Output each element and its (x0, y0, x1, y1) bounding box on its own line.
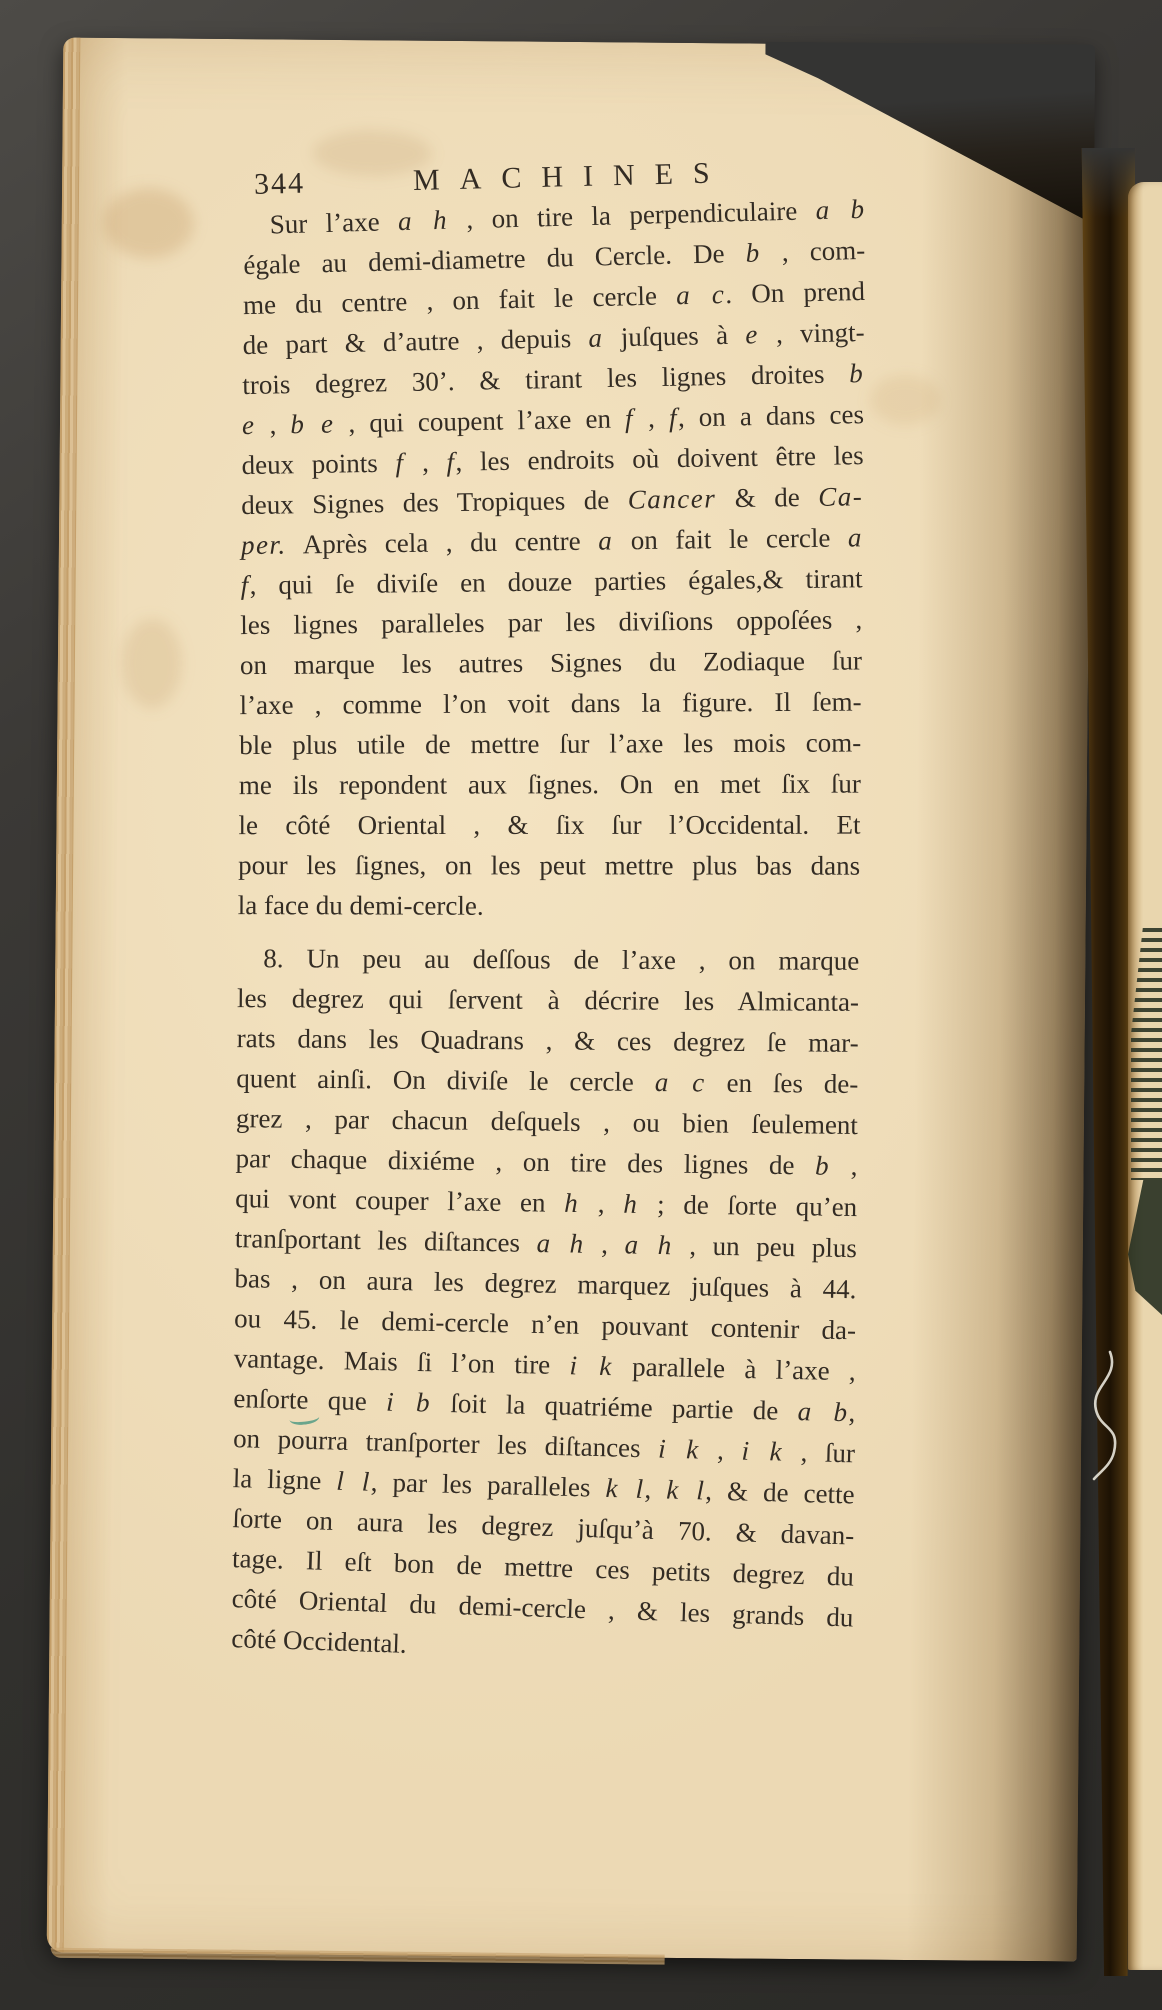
text-line: la ligne l l, par les paralleles k l, k l, & de cette (232, 1463, 855, 1510)
text-line: le côté Oriental , & ſix ſur l’Occidental. Et (238, 809, 861, 841)
text-line: per. Après cela , du centre a on fait le cercle a (240, 522, 864, 561)
running-header: MACHINES (412, 156, 731, 197)
text-line: qui vont couper l’axe en h , h ; de ſorte qu’en (235, 1183, 858, 1223)
text-line: grez , par chacun deſquels , ou bien ſeulement (235, 1103, 859, 1141)
text-line: Sur l’axe a h , on tire la perpendiculaire a b (269, 193, 866, 240)
text-line: les lignes paralleles par les diviſions oppoſées , (240, 604, 863, 641)
text-line: tage. Il eſt bon de mettre ces petits degrez du (231, 1543, 855, 1592)
bottom-edge-paper-stack (51, 1948, 665, 1965)
text-line: 8. Un peu au deſſous de l’axe , on marque (263, 943, 860, 976)
text-line: tranſportant les diſtances a h , a h , un peu plus (234, 1223, 858, 1264)
text-line: côté Oriental du demi-cercle , & les grands du (231, 1583, 854, 1633)
text-line: côté Occidental. (230, 1623, 408, 1659)
text-line: deux points f , f, les endroits où doivent être les (241, 440, 864, 481)
text-line: par chaque dixiéme , on tire des lignes de b , (235, 1143, 858, 1182)
next-page-edge (1128, 182, 1162, 1970)
text-line: enſorte que i b ſoit la quatriéme partie de a b, (233, 1383, 856, 1428)
gutter-shading (907, 45, 1094, 1961)
text-line: on pourra tranſporter les diſtances i k , i k , ſur (232, 1423, 856, 1469)
fore-edge-paper-stack (47, 38, 81, 1953)
paragraph (231, 938, 859, 1663)
text-line: rats dans les Quadrans , & ces degrez ſe mar- (236, 1023, 859, 1058)
text-line: me du centre , on fait le cercle a c. On prend (242, 275, 866, 321)
book-page (47, 38, 1094, 1962)
paragraph (237, 193, 866, 930)
text-line: deux Signes des Tropiques de Cancer & de Ca- (241, 481, 864, 521)
text-line: f, qui ſe diviſe en douze parties égales,& tirant (240, 563, 863, 601)
text-line: de part & d’autre , depuis a juſques à e , vingt- (242, 316, 865, 361)
text-line: les degrez qui ſervent à décrire les Almicanta- (236, 983, 860, 1017)
text-line: on marque les autres Signes du Zodiaque ſur (239, 645, 863, 681)
foxing-stain (103, 188, 194, 259)
engraving-dark-fragment (1128, 1180, 1162, 1315)
page-number: 344 (253, 166, 306, 201)
text-line: ou 45. le demi-cercle n’en pouvant contenir da- (233, 1303, 857, 1346)
text-line: bas , on aura les degrez marquez juſques à 44. (234, 1263, 857, 1305)
text-line: e , b e , qui coupent l’axe en f , f, on a dans ces (241, 399, 865, 441)
body-text (230, 193, 866, 1663)
text-line: quent ainſi. On diviſe le cercle a c en ſes de- (236, 1063, 859, 1099)
engraving-hatching-fragment (1131, 928, 1162, 1180)
letterpress-content (230, 156, 866, 1663)
text-line: égale au demi-diametre du Cercle. De b , com- (243, 234, 866, 281)
text-line: ſorte on aura les degrez juſqu’à 70. & davan- (232, 1503, 855, 1551)
text-line: me ils repondent aux ſignes. On en met ſix ſur (238, 768, 861, 801)
text-line: trois degrez 30’. & tirant les lignes droites b (242, 358, 865, 401)
binding-thread (1080, 1348, 1132, 1483)
text-line: vantage. Mais ſi l’on tire i k parallele à l’axe , (233, 1343, 857, 1387)
text-line: pour les ſignes, on les peut mettre plus bas dans (238, 850, 861, 881)
foxing-stain (122, 618, 183, 709)
text-line: l’axe , comme l’on voit dans la figure. Il ſem- (239, 686, 862, 721)
text-line: ble plus utile de mettre ſur l’axe les mois com- (239, 727, 862, 761)
text-line: la face du demi-cercle. (237, 890, 484, 921)
